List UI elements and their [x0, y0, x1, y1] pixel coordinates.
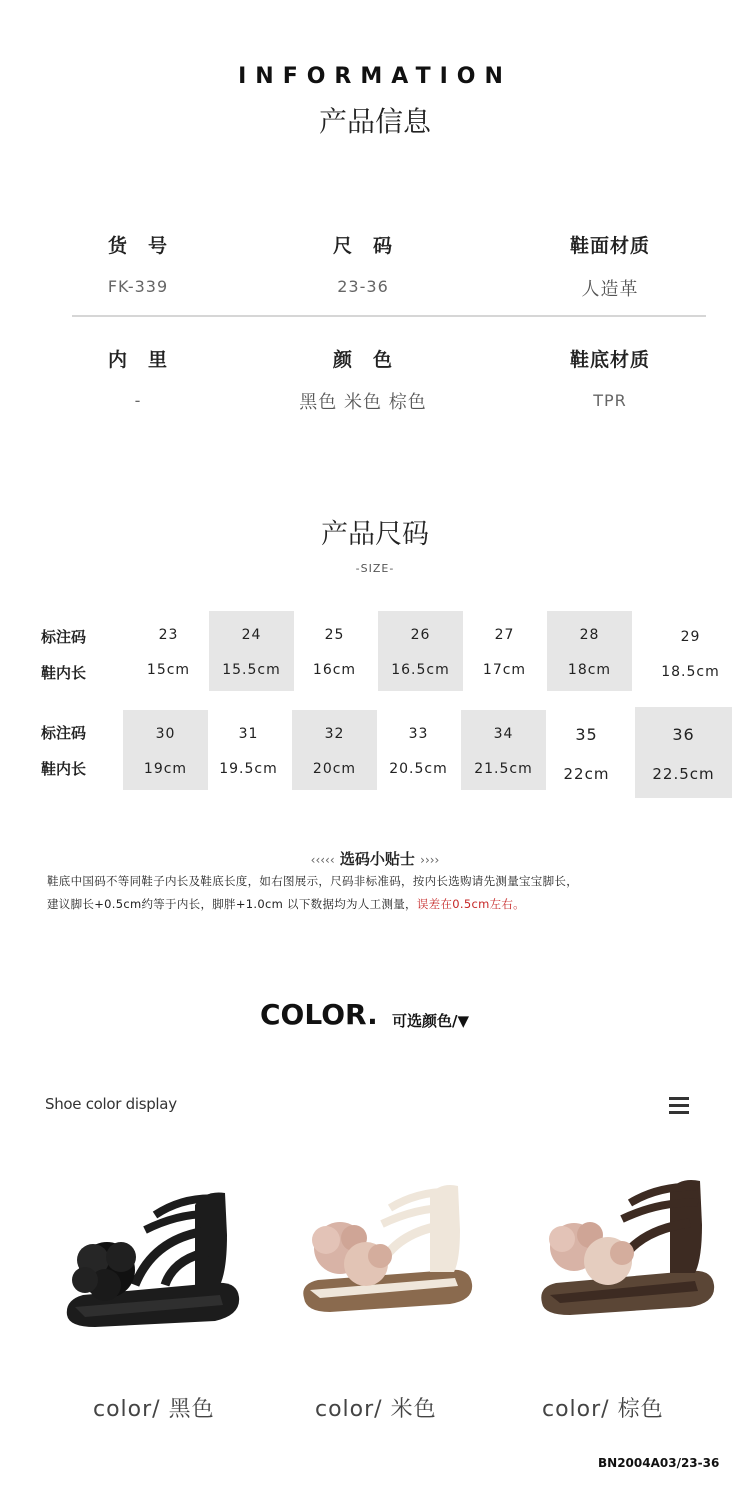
length-value: 18cm [567, 662, 612, 678]
tips-line-2-main: 建议脚长+0.5cm约等于内长，脚胖+1.0cm 以下数据均为人工测量， [47, 897, 417, 911]
size-subtitle: -SIZE- [355, 562, 395, 575]
tips-arrow-left: ‹‹‹‹‹ [310, 853, 335, 867]
length-value: 16.5cm [391, 662, 450, 678]
size-value: 36 [672, 725, 695, 744]
prop-label-sole-material: 鞋底材质 [569, 349, 650, 371]
size-cell-bg [123, 710, 208, 790]
beige-sandal-image [290, 1180, 480, 1340]
prop-value-upper-material: 人造革 [581, 279, 639, 300]
length-value: 15cm [146, 662, 191, 678]
size-cell-bg [461, 710, 546, 790]
size-value: 29 [680, 629, 701, 645]
length-row-label: 鞋内长 [41, 760, 87, 778]
size-value: 31 [238, 726, 259, 742]
prop-value-sole-material: TPR [593, 391, 627, 410]
prop-value-size: 23-36 [337, 277, 389, 296]
tips-title [0, 848, 750, 869]
length-value: 19cm [143, 761, 188, 777]
tips-title-text: 选码小贴士 [339, 850, 415, 868]
size-cell-bg [292, 710, 377, 790]
length-value: 20cm [312, 761, 357, 777]
size-value: 32 [324, 726, 345, 742]
prop-value-item-no: FK-339 [107, 277, 169, 296]
size-cell-bg [209, 611, 294, 691]
shoe-color-label-beige: color/ 米色 [315, 1397, 437, 1422]
size-cell-bg [378, 611, 463, 691]
size-value: 23 [158, 627, 179, 643]
color-section-subtitle: 可选颜色/▼ [392, 1012, 470, 1030]
prop-label-upper-material: 鞋面材质 [569, 235, 650, 257]
brown-sandal-image [530, 1175, 720, 1335]
menu-icon[interactable] [669, 1097, 689, 1115]
length-value: 20.5cm [389, 761, 448, 777]
black-sandal-image [55, 1175, 245, 1335]
length-value: 16cm [312, 662, 357, 678]
shoe-color-label-brown: color/ 棕色 [542, 1397, 664, 1422]
sku-code: BN2004A03/23-36 [598, 1456, 720, 1470]
tips-line-1: 鞋底中国码不等同鞋子内长及鞋底长度，如右图展示，尺码非标准码，按内长选购请先测量宝宝脚长， [47, 874, 578, 888]
length-row-label: 鞋内长 [41, 664, 87, 682]
size-cell-bg [547, 611, 632, 691]
prop-label-item-no: 货 号 [107, 235, 168, 257]
color-section-title: COLOR. [260, 998, 378, 1031]
prop-label-lining: 内 里 [107, 349, 168, 371]
length-value: 15.5cm [222, 662, 281, 678]
shoe-color-label-black: color/ 黑色 [93, 1397, 215, 1422]
length-value: 21.5cm [474, 761, 533, 777]
length-value: 17cm [482, 662, 527, 678]
info-title-en: INFORMATION [238, 64, 512, 89]
size-value: 27 [494, 627, 515, 643]
prop-label-color: 颜 色 [332, 349, 393, 371]
size-value: 35 [575, 725, 598, 744]
size-value: 26 [410, 627, 431, 643]
size-value: 25 [324, 627, 345, 643]
shoe-display-label: Shoe color display [45, 1095, 177, 1113]
size-row-label: 标注码 [41, 724, 87, 742]
size-cell-bg [635, 707, 732, 798]
length-value: 18.5cm [661, 664, 720, 680]
info-title-cn: 产品信息 [318, 105, 431, 138]
tips-line-2 [47, 896, 525, 912]
size-value: 34 [493, 726, 514, 742]
prop-value-lining: - [134, 391, 142, 410]
size-value: 30 [155, 726, 176, 742]
info-divider [72, 315, 706, 317]
size-title: 产品尺码 [321, 519, 429, 550]
length-value: 22.5cm [652, 765, 715, 783]
size-row-label: 标注码 [41, 628, 87, 646]
length-value: 22cm [563, 765, 610, 783]
size-value: 24 [241, 627, 262, 643]
tips-line-2-error: 误差在0.5cm左右。 [416, 897, 525, 911]
prop-label-size: 尺 码 [332, 235, 393, 257]
tips-arrow-right: ›››› [420, 853, 440, 867]
size-value: 33 [408, 726, 429, 742]
size-value: 28 [579, 627, 600, 643]
prop-value-color: 黑色 米色 棕色 [299, 392, 427, 413]
length-value: 19.5cm [219, 761, 278, 777]
